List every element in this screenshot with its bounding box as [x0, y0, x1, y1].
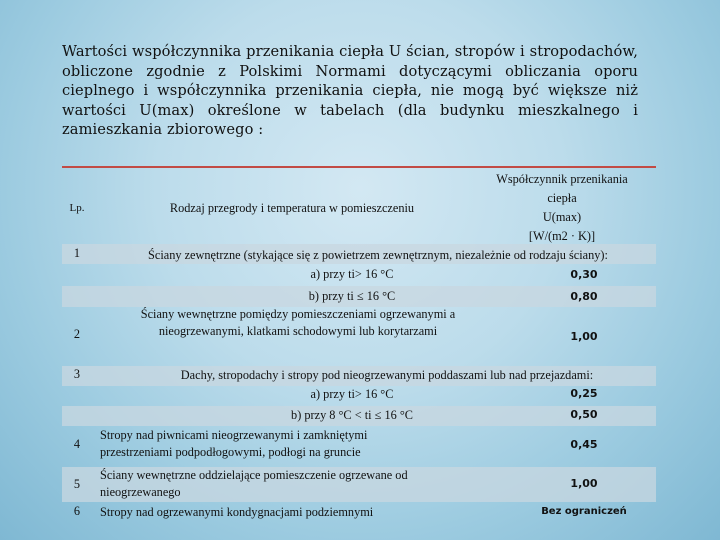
header-value-line: ciepła	[547, 191, 577, 205]
row-value: 0,25	[570, 387, 598, 400]
row-value: 0,80	[570, 290, 598, 303]
row-description: Dachy, stropodachy i stropy pod nieogrzewanymi poddaszami lub nad przejazdami:	[180, 368, 594, 382]
row-lp: 2	[73, 327, 81, 341]
row-description: Ściany zewnętrzne (stykające się z powietrzem zewnętrznym, niezależnie od rodzaju ściany):	[148, 248, 608, 262]
row-description: b) przy 8 °C < ti ≤ 16 °C	[291, 408, 413, 422]
header-value-line: U(max)	[542, 210, 582, 224]
row-value: 1,00	[570, 330, 598, 343]
table-row	[62, 288, 656, 308]
row-description: Stropy nad piwnicami nieogrzewanymi i zamkniętymi przestrzeniami podpodłogowymi, podłogi na gruncie	[100, 428, 368, 459]
row-description: a) przy ti> 16 °C	[310, 387, 394, 401]
header-lp: Lp.	[69, 202, 85, 214]
table-row	[62, 407, 656, 427]
row-lp: 5	[73, 477, 81, 491]
table-row	[62, 367, 656, 387]
header-description: Rodzaj przegrody i temperatura w pomieszczeniu	[169, 201, 415, 215]
table-row	[62, 266, 656, 286]
row-lp: 6	[73, 504, 81, 518]
row-description: b) przy ti ≤ 16 °C	[308, 289, 396, 303]
row-value: 1,00	[570, 477, 598, 490]
table-row	[62, 386, 656, 406]
row-lp: 1	[73, 246, 81, 260]
table-row	[62, 306, 656, 366]
header-value-line: Współczynnik przenikania	[496, 172, 628, 186]
row-lp: 3	[73, 367, 81, 381]
row-value: 0,45	[570, 438, 598, 451]
header-value-line: [W/(m2 · K)]	[528, 229, 596, 243]
table-row	[62, 246, 656, 266]
row-lp: 4	[73, 437, 81, 451]
intro-paragraph: Wartości współczynnika przenikania ciepła U ścian, stropów i stropodachów, obliczone zgodnie z Polskimi Normami dotyczącymi obliczania oporu cieplnego i współczynnika przenikania ciepła, nie mogą być większe niż wartości U(max) określone w tabelach (dla budynku mieszkalnego i zamieszkania zbiorowego :	[62, 43, 638, 138]
table-row	[62, 427, 656, 467]
row-description: Ściany wewnętrzne pomiędzy pomieszczeniami ogrzewanymi a nieogrzewanymi, klatkami schodowymi lub korytarzami	[140, 307, 456, 338]
table-row	[62, 467, 656, 503]
header-value	[482, 170, 642, 246]
table-row	[62, 504, 656, 522]
table-header	[62, 168, 656, 244]
row-value: Bez ograniczeń	[541, 506, 627, 517]
row-value: 0,50	[570, 408, 598, 421]
row-description: a) przy ti> 16 °C	[310, 267, 394, 281]
row-value: 0,30	[570, 268, 598, 281]
row-description: Stropy nad ogrzewanymi kondygnacjami podziemnymi	[100, 505, 374, 519]
row-description: Ściany wewnętrzne oddzielające pomieszczenie ogrzewane od nieogrzewanego	[100, 468, 408, 499]
